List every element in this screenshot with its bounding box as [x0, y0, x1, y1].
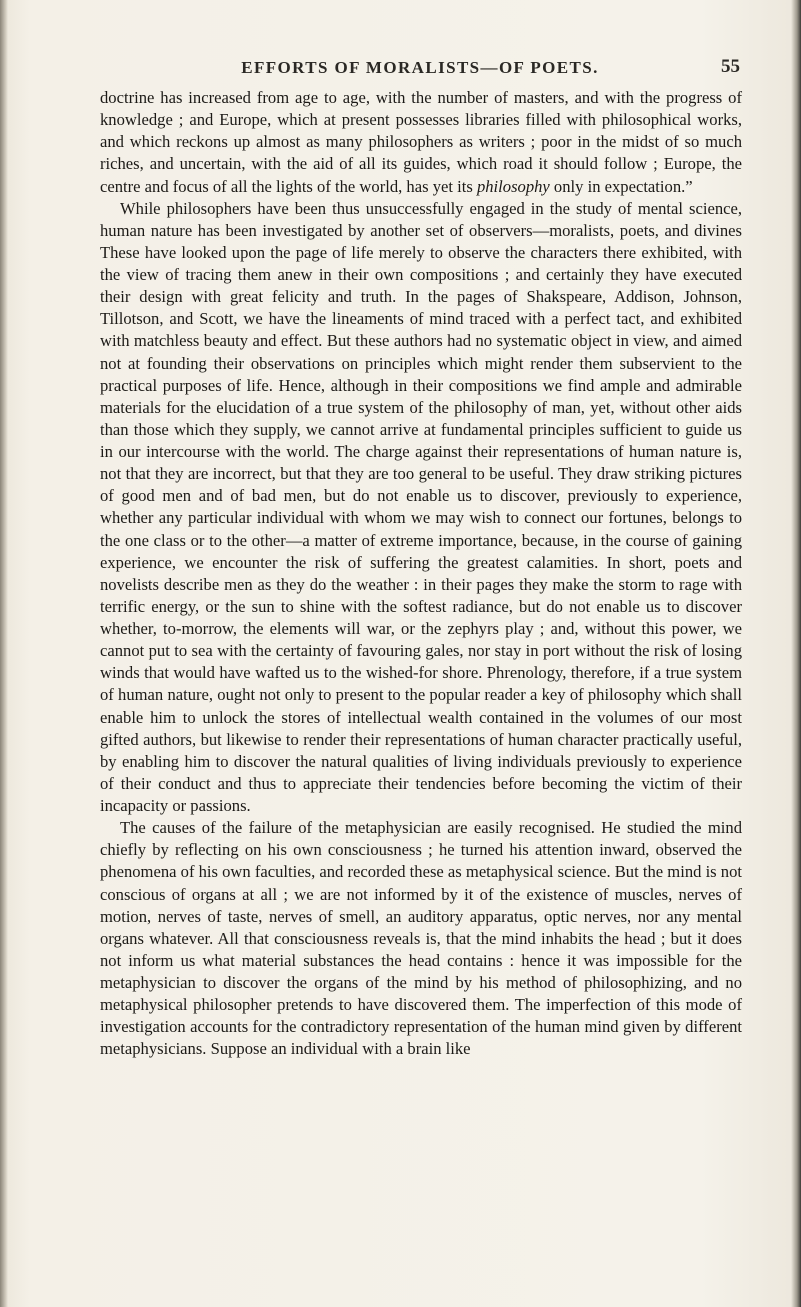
paragraph-1 — [100, 87, 742, 198]
paragraph-1-emphasis: philosophy — [476, 176, 550, 196]
page-binding-shadow — [0, 0, 8, 1307]
paragraph-3-text: The causes of the failure of the metaphysician are easily recognised. He studied the mind chiefly by reflecting on his own consciousness ; he turned his attention inward, observed the phenomena of his own faculties, and recorded these as metaphysical science. But the mind is not conscious of organs at all ; we are not informed by it of the existence of muscles, nerves of motion, nerves of taste, nerves of smell, an auditory apparatus, optic nerves, nor any mental organs whatever. All that consciousness reveals is, that the mind inhabits the head ; but it does not inform us what material substances the head contains : hence it was impossible for the metaphysician to discover the organs of the mind by his method of philosophizing, and no metaphysical philosopher pretends to have discovered them. The imperfection of this mode of investigation accounts for the contradictory representation of the human mind given by different metaphysicians. Suppose an individual with a brain like — [100, 818, 742, 1059]
paragraph-2 — [100, 198, 742, 818]
paragraph-1-text-end: only in expectation.” — [549, 176, 693, 196]
page-number: 55 — [721, 56, 740, 77]
paragraph-2-text: While philosophers have been thus unsuccessfully engaged in the study of mental science, human nature has been investigated by another set of observers—moralists, poets, and divines These have looked upon the page of life merely to observe the characters there exhibited, with the view of tracing them anew in their own compositions ; and certainly they have executed their design with great felicity and truth. In the pages of Shakspeare, Addison, Johnson, Tillotson, and Scott, we have the lineaments of mind traced with a perfect tact, and exhibited with matchless beauty and effect. But these authors had no systematic object in view, and aimed not at founding their observations on principles which might render them subservient to the practical purposes of life. Hence, although in their compositions we find ample and admirable materials for the elucidation of a true system of the philosophy of man, yet, without other aids than those which they supply, we cannot arrive at fundamental principles sufficient to guide us in our intercourse with the world. The charge against their representations of human nature is, not that they are incorrect, but that they are too general to be useful. They draw striking pictures of good men and of bad men, but do not enable us to discover, previously to experience, whether any particular individual with whom we may wish to connect our fortunes, belongs to the one class or to the other—a matter of extreme importance, because, in the course of gaining experience, we encounter the risk of suffering the greatest calamities. In short, poets and novelists describe men as they do the weather : in their pages they make the storm to rage with terrific energy, or the sun to shine with the softest radiance, but do not enable us to discover whether, to-morrow, the elements will war, or the zephyrs play ; and, without this power, we cannot put to sea with the certainty of favouring gales, nor stay in port without the risk of losing winds that would have wafted us to the wished-for shore. Phrenology, therefore, if a true system of human nature, ought not only to present to the popular reader a key of philosophy which shall enable him to unlock the stores of intellectual wealth contained in the volumes of our most gifted authors, but likewise to render their representations of human character practically useful, by enabling him to discover the natural qualities of living individuals previously to experience of their conduct and thus to appreciate their tendencies before becoming the victim of their incapacity or passions. — [100, 198, 742, 815]
running-head: EFFORTS OF MORALISTS—OF POETS. — [241, 58, 599, 77]
paragraph-1-text-start: doctrine has increased from age to age, with the number of masters, and with the progress of knowledge ; and Europe, which at present possesses libraries filled with philosophical works, and which reckons up almost as many philosophers as writers ; poor in the midst of so much riches, and uncertain, with the aid of all its guides, which road it should follow ; Europe, the centre and focus of all the lights of the world, has yet its — [100, 88, 742, 196]
paragraph-3 — [100, 817, 742, 1060]
page-header — [100, 58, 740, 82]
page-edge-shadow — [791, 0, 801, 1307]
body-text — [100, 87, 742, 1061]
